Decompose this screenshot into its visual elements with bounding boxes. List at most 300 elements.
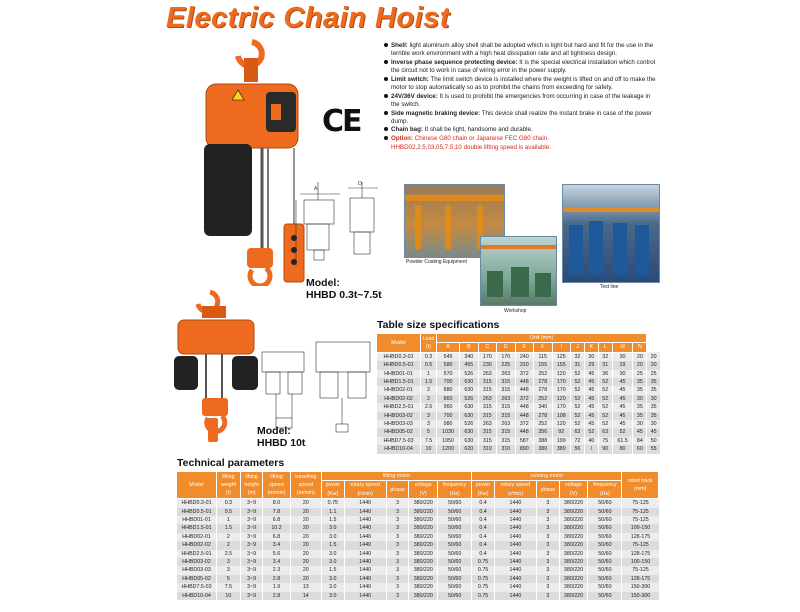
table-cell: 3~9 — [240, 516, 263, 524]
table-cell: 380/220 — [409, 575, 438, 583]
table-cell: 1440 — [494, 499, 536, 508]
table-cell: 50/60 — [438, 524, 472, 532]
model-small-label: Model: HHBD 0.3t~7.5t — [306, 277, 382, 301]
table-cell: 3 — [421, 420, 437, 428]
table-cell: 20 — [290, 533, 321, 541]
table-cell: 50/60 — [588, 592, 622, 600]
table-cell: 50/60 — [438, 541, 472, 549]
table-cell: 380/220 — [559, 541, 588, 549]
table-row — [377, 437, 661, 445]
table-cell: 50/60 — [438, 550, 472, 558]
table-cell: 52 — [571, 370, 585, 378]
tech-params-table — [176, 471, 659, 600]
table-cell: 580 — [437, 361, 460, 369]
table-row — [377, 378, 661, 386]
table-cell: 1440 — [344, 575, 386, 583]
table-cell: HHBD01-01 — [177, 516, 217, 524]
table-cell: 0.75 — [472, 558, 495, 566]
feature-item: Chain bag: It shall be light, handsome and durable. — [384, 126, 660, 134]
table-cell: HHBD1.5-01 — [377, 378, 421, 386]
table-cell: HHBD02-02 — [177, 541, 217, 549]
table-cell: 2 — [217, 541, 241, 549]
table-cell: 315 — [497, 378, 515, 386]
table-cell: 1440 — [494, 524, 536, 532]
table-cell: 2.3 — [263, 566, 290, 574]
table-cell: 278 — [534, 412, 552, 420]
size-col-header: E — [515, 343, 533, 352]
table-cell: 315 — [497, 386, 515, 394]
feature-option: Option: Chinese G80 chain or Japanese FEC G80 chain. — [384, 135, 660, 143]
table-cell: 3 — [421, 412, 437, 420]
photo-workshop — [480, 236, 557, 306]
table-cell: 50/60 — [438, 592, 472, 600]
motor-col-header: frequency (Hz) — [438, 481, 472, 499]
table-cell: 0.4 — [472, 541, 495, 549]
table-cell: 3 — [386, 592, 409, 600]
table-cell: 380/220 — [409, 592, 438, 600]
table-cell: 1440 — [344, 566, 386, 574]
table-cell: 630 — [460, 386, 478, 394]
table-cell: 1440 — [494, 558, 536, 566]
tech-head-weight: lifting weight (t) — [217, 472, 241, 499]
table-row — [177, 516, 659, 524]
table-cell: 3.0 — [322, 583, 345, 591]
table-cell: 3.4 — [263, 558, 290, 566]
table-cell: 630 — [460, 412, 478, 420]
table-cell: 3 — [386, 575, 409, 583]
feature-item: Limit switch: The limit switch device is installed where the weight is lifted on and off to make the motor to stop automatically so as to prohibit the chains from exceeding for safety. — [384, 76, 660, 93]
table-cell: 30 — [633, 395, 647, 403]
table-cell: 50/60 — [588, 541, 622, 549]
ce-mark: CE — [322, 104, 361, 139]
table-cell: 50/60 — [588, 583, 622, 591]
table-cell: 56 — [571, 445, 585, 453]
table-cell: 50/60 — [588, 533, 622, 541]
table-cell: 0.75 — [322, 499, 345, 508]
tech-head-lifting-motor: lifting motor — [322, 472, 472, 481]
table-cell: 50/60 — [438, 558, 472, 566]
tech-table-title: Technical parameters — [177, 457, 285, 469]
table-cell: 3 — [386, 499, 409, 508]
table-cell: 278 — [534, 386, 552, 394]
table-cell: 52 — [571, 395, 585, 403]
table-cell: 128-175 — [622, 533, 659, 541]
table-cell: / — [584, 445, 598, 453]
motor-col-header: voltage (V) — [409, 481, 438, 499]
table-cell: 50/60 — [588, 508, 622, 516]
table-cell: 372 — [515, 420, 533, 428]
table-cell: 3.0 — [322, 575, 345, 583]
table-cell: 1440 — [494, 575, 536, 583]
dimension-drawing-10t — [254, 332, 378, 436]
table-cell: 90 — [598, 445, 612, 453]
table-cell: 0.4 — [472, 533, 495, 541]
table-cell: 75-125 — [622, 508, 659, 516]
table-cell: 20 — [290, 575, 321, 583]
size-col-header: B — [460, 343, 478, 352]
table-cell: HHBD0.3-01 — [177, 499, 217, 508]
table-cell: 1.9 — [263, 583, 290, 591]
size-col-header: L — [598, 343, 612, 352]
table-cell: 45 — [612, 403, 633, 411]
motor-col-header: phase — [386, 481, 409, 499]
table-cell: 380/220 — [559, 533, 588, 541]
table-cell: 315 — [478, 428, 496, 436]
table-cell: 0.75 — [472, 583, 495, 591]
table-cell: 3.0 — [322, 524, 345, 532]
table-cell: 45 — [584, 420, 598, 428]
table-row — [377, 428, 661, 436]
table-row — [177, 541, 659, 549]
table-cell: 380/220 — [409, 550, 438, 558]
table-cell: 50/60 — [588, 550, 622, 558]
table-cell: 35 — [633, 412, 647, 420]
table-cell: 380/220 — [559, 575, 588, 583]
table-cell: 3~9 — [240, 583, 263, 591]
table-row — [177, 533, 659, 541]
table-cell: 100-150 — [622, 524, 659, 532]
table-cell: 225 — [497, 361, 515, 369]
table-cell: 526 — [460, 370, 478, 378]
table-cell: 1.5 — [322, 516, 345, 524]
table-cell: 3~9 — [240, 558, 263, 566]
table-cell: 380/220 — [409, 508, 438, 516]
table-cell: 7.5 — [217, 583, 241, 591]
table-cell: 545 — [437, 352, 460, 361]
table-cell: 1 — [217, 516, 241, 524]
table-cell: 52 — [598, 386, 612, 394]
table-cell: 278 — [534, 378, 552, 386]
table-cell: 52 — [571, 412, 585, 420]
table-cell: 263 — [497, 420, 515, 428]
feature-list — [384, 42, 660, 152]
table-cell: 30 — [584, 352, 598, 361]
table-cell: HHBD7.5-03 — [177, 583, 217, 591]
table-cell: 50/60 — [588, 575, 622, 583]
table-cell: 263 — [478, 395, 496, 403]
table-cell: 315 — [497, 412, 515, 420]
motor-col-header: rotary speed (r/min) — [344, 481, 386, 499]
table-row — [177, 566, 659, 574]
table-cell: 3~9 — [240, 499, 263, 508]
table-cell: 380/220 — [559, 558, 588, 566]
table-cell: 50 — [647, 437, 660, 445]
table-cell: 35 — [647, 403, 660, 411]
table-cell: 30 — [633, 420, 647, 428]
table-row — [377, 386, 661, 394]
table-cell: 700 — [437, 412, 460, 420]
motor-col-header: voltage (V) — [559, 481, 588, 499]
table-row — [377, 403, 661, 411]
table-row — [177, 575, 659, 583]
table-cell: 380/220 — [559, 566, 588, 574]
motor-col-header: rotary speed (r/min) — [494, 481, 536, 499]
table-cell: 3 — [386, 516, 409, 524]
table-cell: 0.75 — [472, 566, 495, 574]
table-cell: 1200 — [437, 445, 460, 453]
table-cell: 3~9 — [240, 575, 263, 583]
table-cell: 35 — [647, 412, 660, 420]
table-cell: 380/220 — [409, 583, 438, 591]
table-cell: 3 — [386, 541, 409, 549]
table-cell: 2.5 — [421, 403, 437, 411]
table-cell: 3 — [537, 550, 560, 558]
table-cell: 1440 — [344, 541, 386, 549]
table-cell: 32 — [571, 352, 585, 361]
table-cell: 0.4 — [472, 499, 495, 508]
table-cell: 380/220 — [559, 508, 588, 516]
table-cell: 340 — [460, 352, 478, 361]
table-cell: 455 — [460, 361, 478, 369]
table-cell: 20 — [290, 499, 321, 508]
table-cell: 315 — [478, 412, 496, 420]
size-col-header: J — [571, 343, 585, 352]
motor-col-header: power (Kw) — [472, 481, 495, 499]
table-cell: 50/60 — [438, 508, 472, 516]
table-cell: 120 — [552, 420, 570, 428]
feature-item: Shell: light aluminum alloy shell shall be adopted which is light but hard and fit for the use in the terrible work environment with a high heat dissipation rate and all tightness design. — [384, 42, 660, 59]
table-cell: HHBD1.5-01 — [177, 524, 217, 532]
table-cell: 980 — [437, 420, 460, 428]
table-row — [177, 508, 659, 516]
table-cell: 315 — [478, 378, 496, 386]
table-cell: 263 — [497, 395, 515, 403]
table-cell: 32 — [598, 352, 612, 361]
table-cell: 10.2 — [263, 524, 290, 532]
table-cell: 50/60 — [588, 499, 622, 508]
table-cell: 45 — [612, 395, 633, 403]
table-cell: 10 — [217, 592, 241, 600]
table-cell: 1440 — [494, 592, 536, 600]
table-cell: 3~9 — [240, 592, 263, 600]
motor-col-header: power (Kw) — [322, 481, 345, 499]
tech-head-travel: travelling speed (m/min) — [290, 472, 321, 499]
table-cell: 380 — [552, 445, 570, 453]
table-cell: 1440 — [344, 583, 386, 591]
table-cell: 29 — [612, 361, 633, 369]
table-cell: 380 — [534, 445, 552, 453]
table-cell: 36 — [598, 370, 612, 378]
table-cell: 1.5 — [217, 524, 241, 532]
svg-text:A: A — [314, 186, 318, 192]
table-cell: HHBD0.5-01 — [377, 361, 421, 369]
table-cell: 1050 — [437, 437, 460, 445]
table-cell: 3 — [537, 592, 560, 600]
size-col-header: D — [497, 343, 515, 352]
size-table-title: Table size specifications — [377, 319, 500, 331]
table-cell: HHBD2.5-01 — [177, 550, 217, 558]
table-cell: 3 — [386, 550, 409, 558]
table-cell: HHBD2.5-01 — [377, 403, 421, 411]
table-cell: 35 — [633, 403, 647, 411]
table-cell: HHBD10-04 — [177, 592, 217, 600]
table-cell: 50/60 — [588, 516, 622, 524]
table-cell: 1030 — [437, 428, 460, 436]
table-cell: 1440 — [344, 524, 386, 532]
table-cell: 170 — [552, 386, 570, 394]
table-cell: HHBD0.3-01 — [377, 352, 421, 361]
table-cell: 630 — [460, 378, 478, 386]
tech-head-height: lifting height (m) — [240, 472, 263, 499]
table-cell: 84 — [633, 437, 647, 445]
table-row — [177, 499, 659, 508]
table-cell: 50/60 — [438, 516, 472, 524]
table-cell: 3 — [537, 499, 560, 508]
table-cell: 3 — [386, 566, 409, 574]
table-cell: 20 — [290, 566, 321, 574]
table-cell: 3 — [386, 524, 409, 532]
table-cell: 128-175 — [622, 575, 659, 583]
table-cell: 50/60 — [438, 566, 472, 574]
table-cell: 0.4 — [472, 516, 495, 524]
table-cell: 3 — [386, 558, 409, 566]
table-cell: 50/60 — [438, 583, 472, 591]
table-cell: 115 — [534, 352, 552, 361]
caption-powder: Powder Coating Equipment — [406, 259, 467, 265]
table-cell: 120 — [552, 370, 570, 378]
table-cell: HHBD03-02 — [377, 412, 421, 420]
table-cell: 1440 — [344, 533, 386, 541]
table-cell: 20 — [633, 352, 647, 361]
table-cell: 2 — [217, 533, 241, 541]
table-cell: 3 — [537, 516, 560, 524]
table-cell: 45 — [584, 395, 598, 403]
table-cell: 20 — [647, 352, 660, 361]
table-cell: 108 — [552, 412, 570, 420]
table-cell: 630 — [460, 428, 478, 436]
table-cell: 45 — [633, 428, 647, 436]
table-cell: 20 — [633, 361, 647, 369]
tech-head-track: robot track (mm) — [622, 472, 659, 499]
table-cell: 315 — [478, 403, 496, 411]
table-cell: 61.5 — [612, 437, 633, 445]
table-cell: 252 — [534, 395, 552, 403]
table-cell: 1440 — [344, 508, 386, 516]
table-cell: 35 — [647, 378, 660, 386]
table-cell: 3.0 — [322, 592, 345, 600]
table-cell: 630 — [460, 403, 478, 411]
table-cell: 0.3 — [421, 352, 437, 361]
table-cell: 40 — [584, 437, 598, 445]
table-cell: 92 — [552, 428, 570, 436]
svg-text:D: D — [358, 181, 362, 187]
table-cell: 340 — [534, 403, 552, 411]
table-cell: 252 — [534, 370, 552, 378]
table-cell: 2 — [421, 395, 437, 403]
table-cell: 388 — [534, 437, 552, 445]
table-row — [177, 583, 659, 591]
table-cell: 199 — [552, 437, 570, 445]
table-row — [377, 395, 661, 403]
table-cell: 29 — [584, 361, 598, 369]
table-cell: 6.8 — [263, 516, 290, 524]
table-cell: 52 — [571, 420, 585, 428]
table-cell: 80 — [612, 445, 633, 453]
table-cell: 170 — [478, 352, 496, 361]
table-cell: 240 — [515, 352, 533, 361]
motor-col-header: phase — [537, 481, 560, 499]
size-col-header: C — [478, 343, 496, 352]
table-cell: 7.5 — [421, 437, 437, 445]
table-cell: 310 — [478, 445, 496, 453]
table-cell: 75-125 — [622, 499, 659, 508]
table-cell: 50/60 — [588, 558, 622, 566]
table-cell: 2 — [421, 386, 437, 394]
table-cell: 448 — [515, 386, 533, 394]
table-cell: 380/220 — [559, 583, 588, 591]
table-cell: 0.75 — [472, 575, 495, 583]
table-cell: 52 — [612, 428, 633, 436]
table-cell: 31 — [598, 361, 612, 369]
table-cell: 75-125 — [622, 566, 659, 574]
table-cell: 3 — [537, 533, 560, 541]
table-cell: 52 — [571, 386, 585, 394]
table-cell: HHBD02-01 — [177, 533, 217, 541]
table-cell: 3~9 — [240, 524, 263, 532]
dimension-drawing-small — [292, 174, 388, 274]
table-cell: 72 — [571, 437, 585, 445]
table-cell: 35 — [633, 386, 647, 394]
table-cell: 3~9 — [240, 550, 263, 558]
photo-test-line — [562, 184, 660, 283]
table-cell: 1440 — [344, 550, 386, 558]
table-cell: 3 — [386, 533, 409, 541]
table-cell: 128-175 — [622, 550, 659, 558]
table-cell: 526 — [460, 420, 478, 428]
table-cell: 8.0 — [263, 499, 290, 508]
table-cell: 3.0 — [322, 550, 345, 558]
table-cell: 31 — [571, 361, 585, 369]
table-cell: 3 — [217, 558, 241, 566]
table-cell: HHBD02-02 — [377, 395, 421, 403]
table-cell: 20 — [290, 508, 321, 516]
table-cell: HHBD03-02 — [177, 558, 217, 566]
table-cell: 45 — [612, 420, 633, 428]
table-cell: 50/60 — [588, 566, 622, 574]
table-cell: 2.8 — [263, 592, 290, 600]
table-cell: 890 — [515, 445, 533, 453]
size-col-header: F — [534, 343, 552, 352]
table-cell: 315 — [497, 428, 515, 436]
table-cell: 20 — [290, 541, 321, 549]
table-cell: 448 — [515, 378, 533, 386]
table-cell: 45 — [584, 403, 598, 411]
table-cell: HHBD7.5-03 — [377, 437, 421, 445]
table-cell: 3.4 — [263, 541, 290, 549]
table-cell: 0.75 — [472, 592, 495, 600]
table-cell: 380/220 — [409, 524, 438, 532]
table-cell: 448 — [515, 428, 533, 436]
table-cell: 860 — [437, 395, 460, 403]
table-cell: 14 — [290, 592, 321, 600]
tech-head-model: Model — [177, 472, 217, 499]
caption-workshop: Workshop — [504, 308, 527, 314]
table-cell: 356 — [534, 428, 552, 436]
table-row — [377, 370, 661, 378]
table-cell: 50/60 — [438, 575, 472, 583]
table-cell: 3~9 — [240, 533, 263, 541]
table-cell: 0.5 — [421, 361, 437, 369]
feature-item: Inverse phase sequence protecting device: It is the special electrical installation which control the circuit not to work in case of wiring error in the power supply. — [384, 59, 660, 76]
table-cell: 315 — [478, 386, 496, 394]
table-cell: 20 — [647, 361, 660, 369]
table-cell: 3 — [537, 524, 560, 532]
table-cell: 170 — [552, 378, 570, 386]
table-cell: 3 — [537, 508, 560, 516]
table-cell: 100-150 — [622, 558, 659, 566]
table-cell: 0.4 — [472, 524, 495, 532]
table-cell: 2.5 — [217, 550, 241, 558]
